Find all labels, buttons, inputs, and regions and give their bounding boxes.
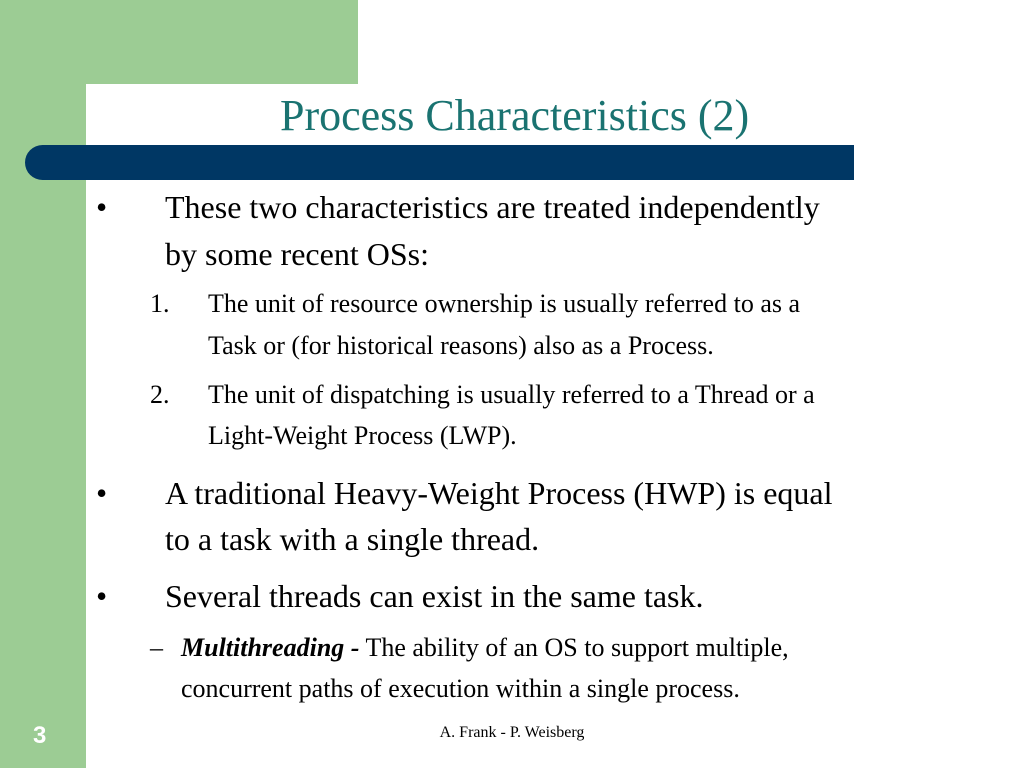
dash-marker: – — [150, 633, 163, 662]
numbered-1-line-1: The unit of resource ownership is usually referred to as a — [208, 289, 801, 318]
numbered-2-line-2: Light-Weight Process (LWP). — [208, 421, 517, 450]
dash-item-line-2: concurrent paths of execution within a single process. — [181, 674, 740, 703]
number-marker: 2. — [150, 380, 170, 409]
bullet-2-line-1: A traditional Heavy-Weight Process (HWP) is equal — [165, 475, 833, 511]
number-marker: 1. — [150, 289, 170, 318]
bullet-marker: • — [96, 578, 108, 614]
multithreading-term: Multithreading - — [181, 633, 360, 662]
bullet-marker: • — [96, 189, 108, 225]
dash-item-line-1 — [181, 628, 789, 668]
bullet-marker: • — [96, 475, 108, 511]
dash-item-line-1-text: The ability of an OS to support multiple, — [359, 633, 789, 662]
numbered-2-line-1: The unit of dispatching is usually referred to a Thread or a — [208, 380, 815, 409]
bullet-1-line-2: by some recent OSs: — [165, 236, 429, 272]
footer-author: A. Frank - P. Weisberg — [439, 724, 585, 741]
bullet-1-line-1: These two characteristics are treated independently — [165, 189, 820, 225]
numbered-1-line-2: Task or (for historical reasons) also as a Process. — [208, 331, 714, 360]
bullet-3-line-1: Several threads can exist in the same task. — [165, 578, 704, 614]
slide-title: Process Characteristics (2) — [280, 91, 750, 140]
slide-number: 3 — [33, 722, 47, 749]
bullet-2-line-2: to a task with a single thread. — [165, 521, 540, 557]
